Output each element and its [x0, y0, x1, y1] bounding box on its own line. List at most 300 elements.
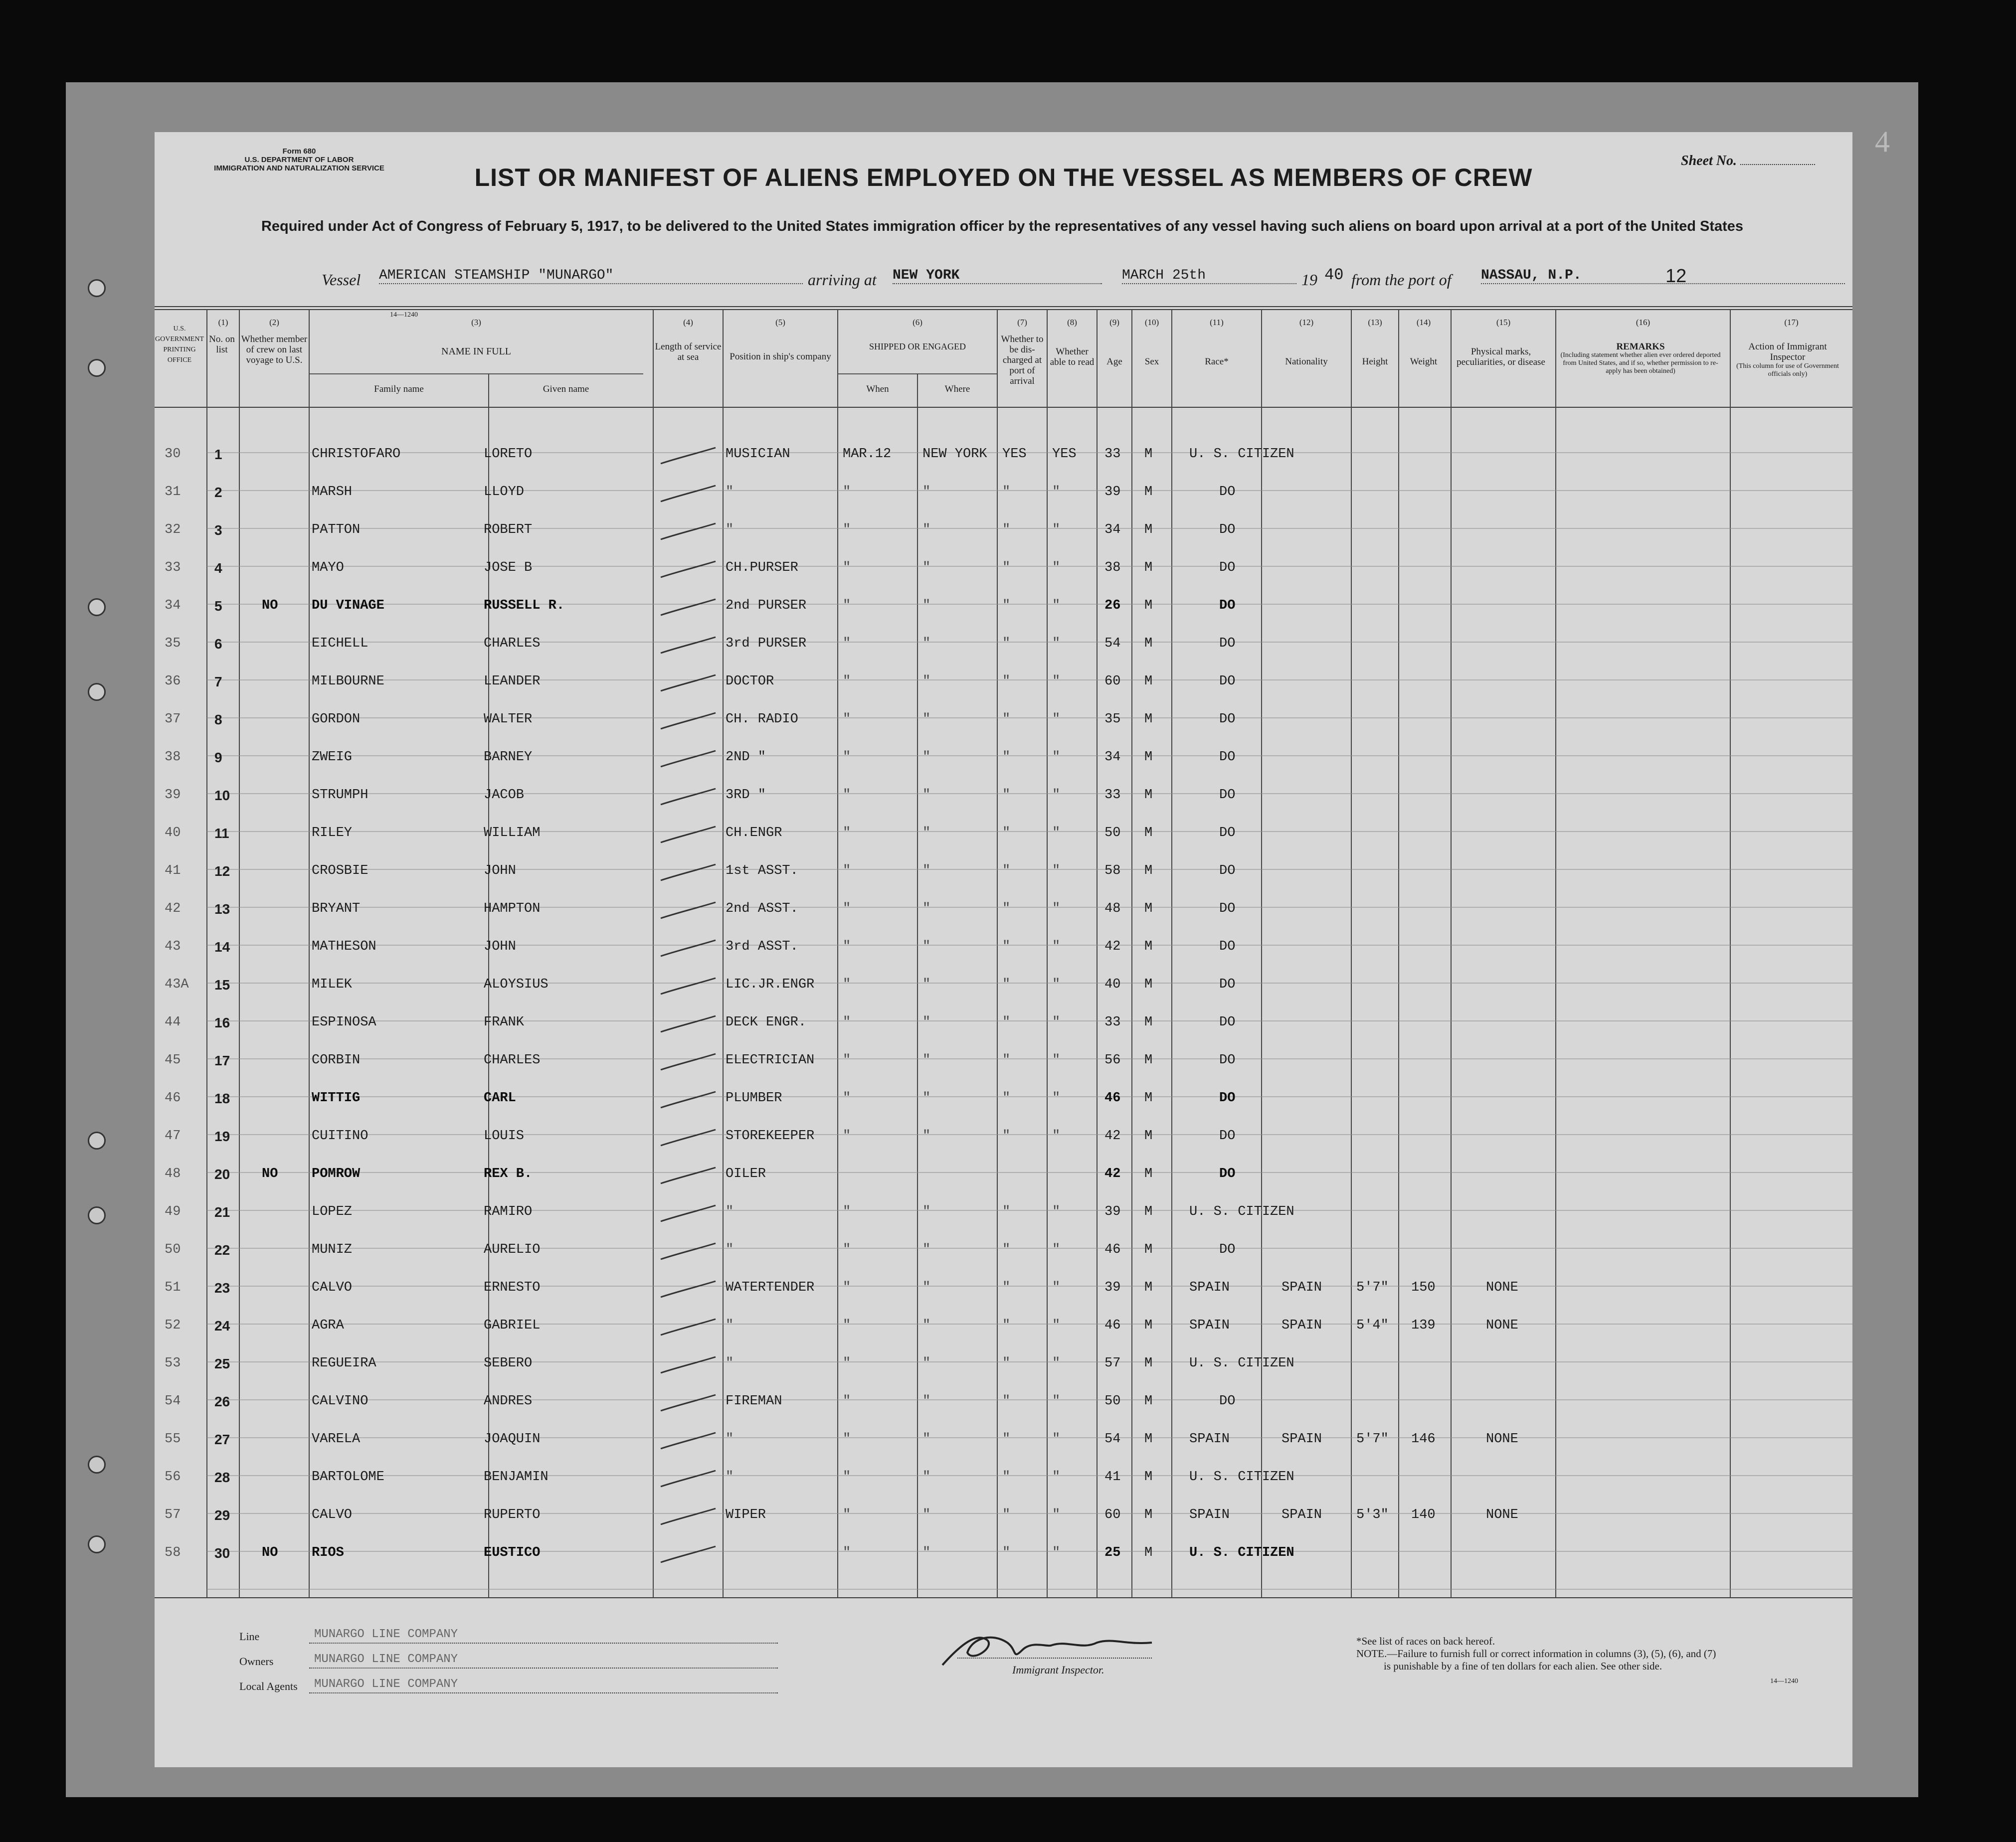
table-row [155, 1126, 1852, 1164]
cell-able-to-read: " [1052, 1356, 1061, 1371]
cell-race: SPAIN [1189, 1318, 1230, 1333]
cell-able-to-read: " [1052, 977, 1061, 992]
cell-shipped-when: " [843, 712, 851, 727]
cell-able-to-read: " [1052, 863, 1061, 878]
owners-label: Owners [239, 1655, 274, 1668]
cell-family-name: AGRA [312, 1318, 344, 1333]
cell-age: 33 [1104, 447, 1121, 462]
cell-shipped-when: " [843, 636, 851, 651]
cell-able-to-read: " [1052, 1470, 1061, 1485]
cell-shipped-when: " [843, 1318, 851, 1333]
cell-row-number: 28 [214, 1470, 230, 1485]
cell-to-be-discharged: " [1002, 636, 1011, 651]
check-mark [656, 1505, 721, 1529]
cell-shipped-when: " [843, 1545, 851, 1560]
table-row [155, 1353, 1852, 1391]
cell-weight: 139 [1411, 1318, 1436, 1333]
table-row [155, 557, 1852, 595]
printing-code: 14—1240 [390, 311, 418, 319]
cell-able-to-read: " [1052, 598, 1061, 613]
cell-height: 5'3" [1356, 1507, 1389, 1522]
col-action-note: (This column for use of Government officials only) [1736, 362, 1839, 378]
cell-shipped-where: " [922, 712, 931, 727]
cell-margin-number: 58 [165, 1545, 181, 1560]
cell-age: 40 [1104, 977, 1121, 992]
document-subtitle: Required under Act of Congress of February 5, 1917, to be delivered to the United States immigration officer by the representatives of any vessel having such aliens on board upon arrival at a port of the United States [261, 218, 1744, 234]
cell-able-to-read: " [1052, 1394, 1061, 1409]
col-height: Height [1362, 356, 1388, 367]
cell-sex: M [1144, 939, 1153, 954]
list-number: 12 [1665, 266, 1687, 287]
cell-sex: M [1144, 674, 1153, 689]
cell-last-voyage: NO [262, 1545, 278, 1560]
check-mark [656, 1239, 721, 1264]
cell-given-name: HAMPTON [484, 901, 541, 916]
print-code: 14—1240 [1770, 1677, 1798, 1685]
cell-given-name: RAMIRO [484, 1204, 533, 1219]
cell-to-be-discharged: " [1002, 1470, 1011, 1485]
cell-given-name: LEANDER [484, 674, 541, 689]
cell-able-to-read: " [1052, 1545, 1061, 1560]
cell-to-be-discharged: " [1002, 750, 1011, 765]
cell-position: " [726, 1242, 734, 1257]
cell-given-name: REX B. [484, 1167, 533, 1181]
cell-sex: M [1144, 1091, 1153, 1106]
cell-shipped-where: " [922, 750, 931, 765]
cell-row-number: 3 [214, 522, 222, 538]
col-race: Race* [1205, 356, 1229, 367]
table-row [155, 898, 1852, 936]
cell-family-name: RILEY [312, 826, 353, 840]
check-mark [656, 860, 721, 885]
cell-row-number: 19 [214, 1129, 230, 1144]
check-mark [656, 1012, 721, 1037]
cell-race: DO [1219, 1167, 1236, 1181]
cell-position: " [726, 1470, 734, 1485]
cell-margin-number: 56 [165, 1470, 181, 1485]
cell-margin-number: 55 [165, 1432, 181, 1447]
cell-sex: M [1144, 522, 1153, 537]
table-row [155, 1012, 1852, 1050]
cell-to-be-discharged: " [1002, 1545, 1011, 1560]
cell-family-name: STRUMPH [312, 788, 368, 803]
cell-shipped-where: " [922, 1129, 931, 1144]
cell-race: DO [1219, 788, 1236, 803]
table-row [155, 1542, 1852, 1580]
cell-given-name: FRANK [484, 1015, 525, 1030]
column-number: (8) [1067, 318, 1077, 327]
arrival-port: NEW YORK [893, 268, 1102, 284]
cell-family-name: CORBIN [312, 1053, 361, 1068]
cell-row-number: 21 [214, 1204, 230, 1220]
col-age: Age [1106, 356, 1122, 367]
cell-shipped-when: " [843, 560, 851, 575]
cell-margin-number: 36 [165, 674, 181, 689]
cell-given-name: EUSTICO [484, 1545, 541, 1560]
manifest-sheet [155, 132, 1852, 1767]
col-remarks: REMARKS [1616, 341, 1665, 352]
cell-height: 5'7" [1356, 1280, 1389, 1295]
cell-to-be-discharged: " [1002, 1091, 1011, 1106]
cell-given-name: ROBERT [484, 522, 533, 537]
cell-margin-number: 35 [165, 636, 181, 651]
cell-sex: M [1144, 901, 1153, 916]
cell-weight: 146 [1411, 1432, 1436, 1447]
check-mark [656, 633, 721, 658]
cell-sex: M [1144, 560, 1153, 575]
cell-shipped-where: " [922, 1394, 931, 1409]
cell-race: DO [1219, 939, 1236, 954]
table-row [155, 633, 1852, 671]
cell-position: " [726, 522, 734, 537]
check-mark [656, 1429, 721, 1454]
cell-row-number: 8 [214, 712, 222, 727]
cell-given-name: LORETO [484, 447, 533, 462]
cell-shipped-when: " [843, 1356, 851, 1371]
table-row [155, 974, 1852, 1012]
cell-race: DO [1219, 636, 1236, 651]
cell-shipped-when: " [843, 598, 851, 613]
cell-age: 50 [1104, 1394, 1121, 1409]
cell-given-name: JOHN [484, 939, 516, 954]
cell-margin-number: 42 [165, 901, 181, 916]
cell-family-name: WITTIG [312, 1091, 361, 1106]
cell-position: " [726, 485, 734, 500]
cell-shipped-when: " [843, 1394, 851, 1409]
cell-family-name: MILBOURNE [312, 674, 384, 689]
cell-age: 33 [1104, 788, 1121, 803]
check-mark [656, 1467, 721, 1492]
cell-to-be-discharged: " [1002, 1053, 1011, 1068]
cell-to-be-discharged: " [1002, 863, 1011, 878]
cell-shipped-where: " [922, 674, 931, 689]
cell-margin-number: 31 [165, 485, 181, 500]
cell-position: 2nd PURSER [726, 598, 807, 613]
column-number: (1) [218, 318, 228, 327]
cell-sex: M [1144, 447, 1153, 462]
cell-sex: M [1144, 712, 1153, 727]
arriving-label: arriving at [808, 271, 877, 289]
cell-age: 54 [1104, 1432, 1121, 1447]
cell-to-be-discharged: " [1002, 788, 1011, 803]
cell-shipped-when: " [843, 788, 851, 803]
col-action: Action of Immigrant Inspector [1748, 341, 1827, 362]
column-number: (17) [1784, 318, 1799, 327]
column-number: (9) [1109, 318, 1119, 327]
cell-age: 46 [1104, 1091, 1121, 1106]
cell-position: ELECTRICIAN [726, 1053, 815, 1068]
cell-nationality: SPAIN [1282, 1280, 1322, 1295]
cell-position: PLUMBER [726, 1091, 782, 1106]
check-mark [656, 1353, 721, 1378]
check-mark [656, 671, 721, 696]
cell-age: 34 [1104, 522, 1121, 537]
col-sex: Sex [1144, 356, 1159, 367]
cell-race: DO [1219, 1053, 1236, 1068]
cell-age: 46 [1104, 1242, 1121, 1257]
table-row [155, 1164, 1852, 1201]
cell-row-number: 12 [214, 863, 230, 879]
cell-position: " [726, 1318, 734, 1333]
cell-family-name: REGUEIRA [312, 1356, 376, 1371]
cell-able-to-read: " [1052, 1053, 1061, 1068]
cell-able-to-read: " [1052, 1242, 1061, 1257]
cell-position: 2nd ASST. [726, 901, 798, 916]
cell-family-name: ZWEIG [312, 750, 353, 765]
cell-row-number: 17 [214, 1053, 230, 1068]
cell-sex: M [1144, 1167, 1153, 1181]
cell-age: 56 [1104, 1053, 1121, 1068]
cell-position: 3RD " [726, 788, 766, 803]
cell-to-be-discharged: " [1002, 598, 1011, 613]
cell-able-to-read: " [1052, 939, 1061, 954]
cell-sex: M [1144, 636, 1153, 651]
col-family-name: Family name [374, 384, 424, 394]
cell-to-be-discharged: " [1002, 1507, 1011, 1522]
cell-age: 34 [1104, 750, 1121, 765]
vessel-label: Vessel [322, 271, 361, 289]
cell-family-name: VARELA [312, 1432, 361, 1447]
cell-age: 50 [1104, 826, 1121, 840]
cell-shipped-when: " [843, 1091, 851, 1106]
cell-position: STOREKEEPER [726, 1129, 815, 1144]
table-row [155, 1429, 1852, 1467]
cell-given-name: AURELIO [484, 1242, 541, 1257]
cell-sex: M [1144, 1507, 1153, 1522]
cell-family-name: CALVO [312, 1280, 353, 1295]
cell-family-name: GORDON [312, 712, 361, 727]
cell-row-number: 5 [214, 598, 222, 614]
binder-hole [88, 359, 106, 377]
table-row [155, 1505, 1852, 1542]
binder-hole [88, 1535, 106, 1553]
cell-able-to-read: " [1052, 826, 1061, 840]
cell-family-name: POMROW [312, 1167, 361, 1181]
cell-to-be-discharged: " [1002, 1204, 1011, 1219]
cell-margin-number: 39 [165, 788, 181, 803]
department: U.S. DEPARTMENT OF LABOR [244, 156, 354, 164]
cell-able-to-read: " [1052, 1091, 1061, 1106]
note-races: *See list of races on back hereof. [1356, 1635, 1495, 1647]
cell-shipped-where: " [922, 939, 931, 954]
cell-position: 1st ASST. [726, 863, 798, 878]
cell-to-be-discharged: " [1002, 901, 1011, 916]
check-mark [656, 1201, 721, 1226]
cell-shipped-where: " [922, 1015, 931, 1030]
cell-age: 60 [1104, 674, 1121, 689]
cell-sex: M [1144, 826, 1153, 840]
cell-able-to-read: " [1052, 560, 1061, 575]
cell-shipped-where: " [922, 1242, 931, 1257]
cell-shipped-when: " [843, 1507, 851, 1522]
col-discharged: Whether to be dis-charged at port of arrival [1001, 334, 1044, 386]
cell-shipped-where: " [922, 826, 931, 840]
cell-sex: M [1144, 1318, 1153, 1333]
cell-height: 5'7" [1356, 1432, 1389, 1447]
owners-value: MUNARGO LINE COMPANY [314, 1653, 458, 1666]
cell-shipped-where: " [922, 901, 931, 916]
cell-to-be-discharged: " [1002, 977, 1011, 992]
cell-race: U. S. CITIZEN [1189, 1204, 1294, 1219]
cell-age: 58 [1104, 863, 1121, 878]
cell-race: SPAIN [1189, 1432, 1230, 1447]
cell-margin-number: 44 [165, 1015, 181, 1030]
cell-position: CH.ENGR [726, 826, 782, 840]
cell-to-be-discharged: " [1002, 826, 1011, 840]
cell-margin-number: 43 [165, 939, 181, 954]
cell-row-number: 26 [214, 1394, 230, 1409]
table-row [155, 444, 1852, 482]
cell-margin-number: 33 [165, 560, 181, 575]
cell-margin-number: 52 [165, 1318, 181, 1333]
check-mark [656, 1126, 721, 1151]
column-number: (2) [269, 318, 279, 327]
cell-race: DO [1219, 901, 1236, 916]
cell-shipped-where: " [922, 560, 931, 575]
cell-family-name: ESPINOSA [312, 1015, 376, 1030]
col-given-name: Given name [543, 384, 589, 394]
cell-age: 46 [1104, 1318, 1121, 1333]
column-number: (3) [471, 318, 481, 327]
cell-margin-number: 34 [165, 598, 181, 613]
cell-margin-number: 43A [165, 977, 189, 992]
cell-to-be-discharged: " [1002, 1432, 1011, 1447]
cell-margin-number: 50 [165, 1242, 181, 1257]
col-whether-member: Whether member of crew on last voyage to U.S. [241, 334, 308, 365]
cell-family-name: EICHELL [312, 636, 368, 651]
check-mark [656, 1088, 721, 1113]
cell-family-name: BARTOLOME [312, 1470, 384, 1485]
vessel-name: AMERICAN STEAMSHIP "MUNARGO" [379, 268, 803, 284]
agents-label: Local Agents [239, 1680, 298, 1692]
cell-able-to-read: " [1052, 1280, 1061, 1295]
cell-position: DOCTOR [726, 674, 774, 689]
cell-physical-marks: NONE [1486, 1432, 1518, 1447]
cell-race: DO [1219, 522, 1236, 537]
cell-shipped-where: " [922, 1470, 931, 1485]
printing-office [155, 324, 204, 365]
cell-race: DO [1219, 1242, 1236, 1257]
cell-able-to-read: " [1052, 1204, 1061, 1219]
cell-family-name: CALVO [312, 1507, 353, 1522]
cell-shipped-where: " [922, 1091, 931, 1106]
printing-office-label: U.S. GOVERNMENT PRINTING OFFICE [155, 325, 204, 364]
cell-age: 33 [1104, 1015, 1121, 1030]
cell-position: " [726, 1356, 734, 1371]
cell-row-number: 20 [214, 1167, 230, 1182]
cell-row-number: 10 [214, 788, 230, 803]
check-mark [656, 1050, 721, 1075]
cell-able-to-read: YES [1052, 447, 1077, 462]
cell-shipped-when: " [843, 863, 851, 878]
sheet-number-label: Sheet No. [1681, 153, 1737, 168]
cell-family-name: PATTON [312, 522, 361, 537]
cell-age: 38 [1104, 560, 1121, 575]
cell-race: U. S. CITIZEN [1189, 447, 1294, 462]
cell-sex: M [1144, 863, 1153, 878]
cell-shipped-when: MAR.12 [843, 447, 892, 462]
cell-given-name: RUPERTO [484, 1507, 541, 1522]
cell-to-be-discharged: " [1002, 1015, 1011, 1030]
inspector-line [957, 1658, 1152, 1659]
cell-sex: M [1144, 788, 1153, 803]
cell-row-number: 22 [214, 1242, 230, 1258]
cell-row-number: 9 [214, 750, 222, 765]
cell-position: CH.PURSER [726, 560, 798, 575]
cell-row-number: 1 [214, 447, 222, 462]
cell-row-number: 23 [214, 1280, 230, 1296]
cell-position: 3rd PURSER [726, 636, 807, 651]
cell-family-name: MAYO [312, 560, 344, 575]
cell-to-be-discharged: " [1002, 485, 1011, 500]
cell-able-to-read: " [1052, 1507, 1061, 1522]
cell-shipped-where: " [922, 1545, 931, 1560]
cell-margin-number: 48 [165, 1167, 181, 1181]
col-position: Position in ship's company [730, 351, 831, 362]
col-name-in-full: NAME IN FULL [441, 346, 511, 357]
cell-shipped-where: " [922, 788, 931, 803]
check-mark [656, 1315, 721, 1340]
column-number: (14) [1416, 318, 1431, 327]
check-mark [656, 557, 721, 582]
cell-shipped-where: " [922, 863, 931, 878]
cell-to-be-discharged: " [1002, 560, 1011, 575]
table-row [155, 936, 1852, 974]
cell-given-name: LLOYD [484, 485, 525, 500]
table-row [155, 1201, 1852, 1239]
cell-position: CH. RADIO [726, 712, 798, 727]
cell-shipped-where: " [922, 522, 931, 537]
cell-shipped-when: " [843, 977, 851, 992]
cell-given-name: ERNESTO [484, 1280, 541, 1295]
cell-shipped-when: " [843, 1242, 851, 1257]
col-weight: Weight [1410, 356, 1438, 367]
owners-field [309, 1668, 778, 1669]
cell-family-name: RIOS [312, 1545, 344, 1560]
cell-race: U. S. CITIZEN [1189, 1470, 1294, 1485]
cell-given-name: ALOYSIUS [484, 977, 549, 992]
from-port: NASSAU, N.P. [1481, 268, 1845, 284]
cell-race: DO [1219, 863, 1236, 878]
cell-age: 42 [1104, 939, 1121, 954]
cell-race: DO [1219, 674, 1236, 689]
cell-sex: M [1144, 1053, 1153, 1068]
table-row [155, 785, 1852, 823]
cell-physical-marks: NONE [1486, 1507, 1518, 1522]
cell-shipped-when: " [843, 485, 851, 500]
cell-row-number: 7 [214, 674, 222, 689]
cell-able-to-read: " [1052, 788, 1061, 803]
cell-nationality: SPAIN [1282, 1507, 1322, 1522]
cell-shipped-when: " [843, 1432, 851, 1447]
table-row [155, 747, 1852, 785]
from-port-label: from the port of [1351, 271, 1452, 289]
cell-row-number: 6 [214, 636, 222, 652]
cell-sex: M [1144, 1242, 1153, 1257]
cell-age: 39 [1104, 1280, 1121, 1295]
table-row [155, 860, 1852, 898]
cell-race: U. S. CITIZEN [1189, 1356, 1294, 1371]
agents-value: MUNARGO LINE COMPANY [314, 1677, 458, 1691]
cell-able-to-read: " [1052, 1129, 1061, 1144]
cell-sex: M [1144, 1204, 1153, 1219]
cell-margin-number: 32 [165, 522, 181, 537]
agents-field [309, 1692, 778, 1693]
cell-row-number: 25 [214, 1356, 230, 1371]
col-where: Where [944, 384, 970, 394]
cell-sex: M [1144, 598, 1153, 613]
cell-position: LIC.JR.ENGR [726, 977, 815, 992]
